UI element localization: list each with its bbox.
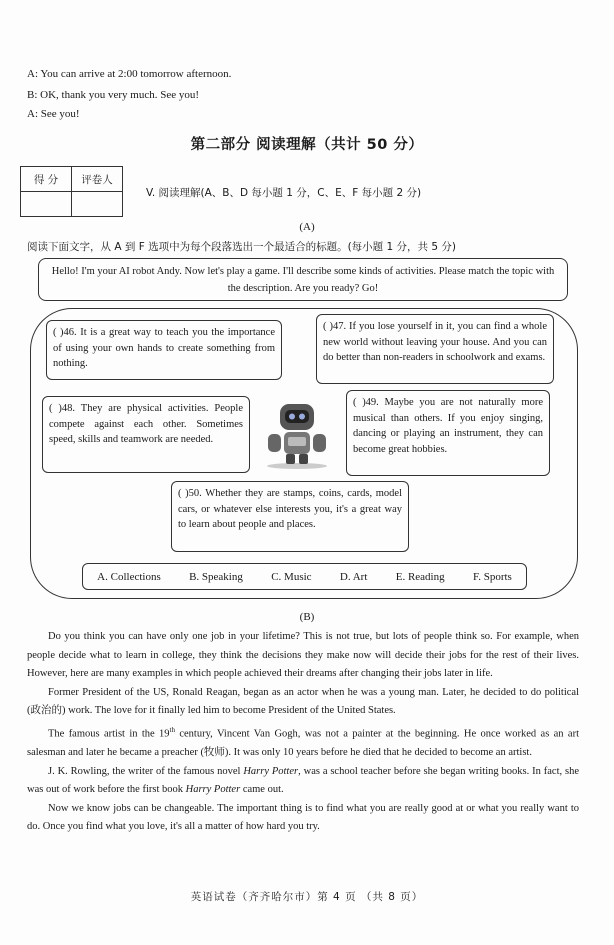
question-46: ( )46. It is a great way to teach you the importance of using your own hands to create something from nothing. (46, 320, 282, 380)
question-47: ( )47. If you lose yourself in it, you can find a whole new world without leaving your house. And you can do better than non-readers in schoolwork and exams. (316, 314, 554, 384)
section-label: V. 阅读理解(A、B、D 每小题 1 分，C、E、F 每小题 2 分) (146, 187, 422, 199)
part-title: 第二部分 阅读理解（共计 50 分） (190, 137, 424, 153)
page-footer: 英语试卷（齐齐哈尔市）第 4 页 （共 8 页） (190, 891, 424, 903)
option-d: D. Art (339, 570, 368, 583)
passage-a-instruction: 阅读下面文字，从 A 到 F 选项中为每个段落选出一个最适合的标题。(每小题 1 分，共 5 分) (27, 241, 456, 253)
grader-cell[interactable] (72, 192, 123, 217)
paragraph-5: Now we know jobs can be changeable. The important thing is to find what you are really good at or what you really want to do. Once you find what you love, it's all a matter of how hard you try. (27, 802, 579, 833)
question-50: ( )50. Whether they are stamps, coins, cards, model cars, or whatever else interests you, it's a great way to learn about people and places. (171, 481, 409, 552)
grader-header: 评卷人 (72, 167, 123, 192)
robot-icon (258, 400, 336, 470)
passage-a-label: (A) (299, 221, 315, 233)
passage-b-body (27, 628, 579, 837)
robot-intro-box: Hello! I'm your AI robot Andy. Now let's play a game. I'll describe some kinds of activities. Please match the topic with the description. Are you ready? Go! (38, 258, 568, 301)
answer-options (82, 563, 527, 590)
question-48: ( )48. They are physical activities. People compete against each other. Sometimes speed, skills and teamwork are needed. (42, 396, 250, 473)
dialogue-line-2: B: OK, thank you very much. See you! (27, 89, 199, 101)
paragraph-2: Former President of the US, Ronald Reagan, began as an actor when he was a young man. Later, he decided to do political (政治的) work. The love for it finally led him to become President of the United States. (27, 686, 579, 717)
dialogue-line-3: A: See you! (27, 108, 80, 120)
question-49: ( )49. Maybe you are not naturally more musical than others. If you enjoy singing, dancing or playing an instrument, they can become great hobbies. (346, 390, 550, 476)
passage-b-label: (B) (299, 611, 315, 623)
option-a: A. Collections (97, 570, 161, 583)
score-cell[interactable] (21, 192, 72, 217)
option-b: B. Speaking (189, 570, 243, 583)
paragraph-4: J. K. Rowling, the writer of the famous novel Harry Potter, was a school teacher before she began writing books. In fact, she was out of work before the first book Harry Potter came out. (27, 765, 579, 796)
paragraph-3: The famous artist in the 19th century, Vincent Van Gogh, was not a painter at the beginning. He once worked as an art salesman and later he became a preacher (牧师). It was only 10 years before he died that he decided to become an artist. (27, 725, 579, 759)
option-e: E. Reading (395, 570, 445, 583)
paragraph-1: Do you think you can have only one job in your lifetime? This is not true, but lots of people think so. For example, when people decide what to learn in college, they think the decisions they make now will decide their jobs for the rest of their lives. However, here are many examples in which people achieved their dreams after changing their jobs later in life. (27, 631, 579, 680)
option-f: F. Sports (472, 570, 512, 583)
score-table (20, 166, 123, 217)
score-header: 得 分 (21, 167, 72, 192)
option-c: C. Music (271, 570, 312, 583)
dialogue-line-1: A: You can arrive at 2:00 tomorrow afternoon. (27, 68, 232, 80)
